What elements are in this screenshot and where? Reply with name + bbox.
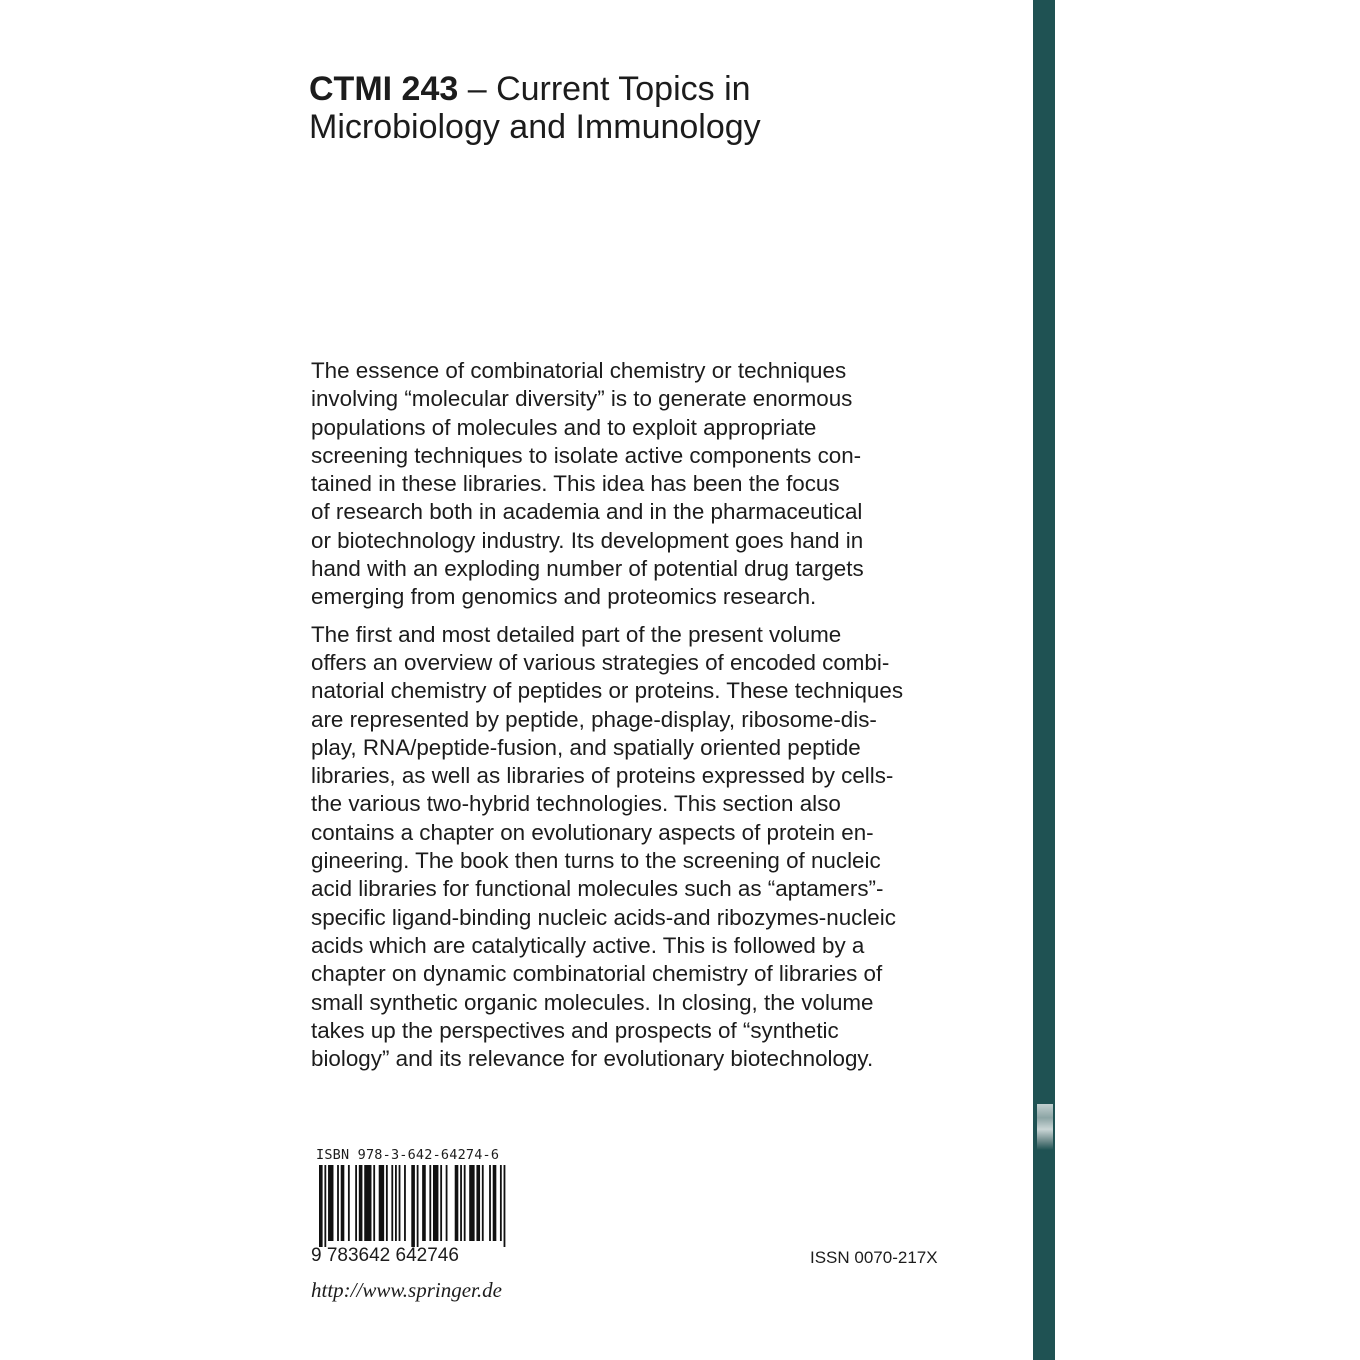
barcode-bar	[348, 1165, 350, 1241]
barcode-bar	[469, 1165, 474, 1241]
text-line: of research both in academia and in the pharmaceutical	[311, 499, 863, 525]
barcode-bar	[355, 1165, 357, 1241]
series-title-line2: Microbiology and Immunology	[309, 108, 761, 146]
text-line: the various two-hybrid technologies. This section also	[311, 791, 841, 817]
series-title-rest: – Current Topics in	[458, 70, 751, 108]
blurb-paragraph-2	[311, 621, 981, 1074]
barcode-bar	[337, 1165, 339, 1241]
text-line: The first and most detailed part of the present volume	[311, 621, 842, 647]
text-line: offers an overview of various strategies of encoded combi-	[311, 649, 890, 675]
barcode-bar	[500, 1165, 502, 1241]
text-line: contains a chapter on evolutionary aspects of protein en-	[311, 819, 874, 845]
text-line: biology” and its relevance for evolutionary biotechnology.	[311, 1046, 874, 1072]
barcode-bar	[476, 1165, 480, 1241]
barcode-bar	[364, 1165, 371, 1241]
series-number: CTMI 243	[309, 70, 459, 108]
barcode-bar	[411, 1165, 415, 1247]
barcode-bar	[359, 1165, 363, 1241]
barcode-bar	[324, 1165, 326, 1247]
blurb-paragraph-1	[311, 357, 981, 612]
barcode-bar	[319, 1165, 323, 1247]
barcode-bar	[395, 1165, 397, 1241]
barcode-bar	[455, 1165, 459, 1241]
barcode-bar	[482, 1165, 484, 1241]
text-line: specific ligand-binding nucleic acids-and ribozymes-nucleic	[311, 904, 896, 930]
barcode-bar	[440, 1165, 442, 1241]
text-line: small synthetic organic molecules. In closing, the volume	[311, 989, 874, 1015]
barcode-bar	[399, 1165, 401, 1241]
text-line: play, RNA/peptide-fusion, and spatially oriented peptide	[311, 734, 861, 760]
text-line: takes up the perspectives and prospects of “synthetic	[311, 1017, 839, 1043]
barcode-bar	[464, 1165, 466, 1241]
barcode-bar	[417, 1165, 419, 1247]
text-line: are represented by peptide, phage-display, ribosome-dis-	[311, 706, 877, 732]
barcode-bar	[373, 1165, 375, 1241]
text-line: populations of molecules and to exploit appropriate	[311, 414, 817, 440]
barcode-bar	[341, 1165, 345, 1241]
text-line: chapter on dynamic combinatorial chemistry of libraries of	[311, 961, 883, 987]
text-line: The essence of combinatorial chemistry or techniques	[311, 358, 847, 383]
barcode-bar	[493, 1165, 497, 1241]
barcode-bar	[422, 1165, 426, 1241]
text-line: tained in these libraries. This idea has been the focus	[311, 471, 840, 497]
series-title	[309, 70, 1009, 146]
barcode-bar	[328, 1165, 333, 1241]
barcode-bar	[429, 1165, 431, 1241]
text-line: natorial chemistry of peptides or proteins. These techniques	[311, 678, 904, 704]
blurb	[311, 357, 981, 1082]
barcode-bar	[489, 1165, 491, 1241]
publisher-url: http://www.springer.de	[311, 1278, 502, 1302]
barcode-bar	[391, 1165, 393, 1241]
text-line: involving “molecular diversity” is to generate enormous	[311, 386, 853, 412]
barcode-image	[319, 1165, 509, 1247]
barcode-bar	[404, 1165, 406, 1241]
text-line: screening techniques to isolate active components con-	[311, 442, 862, 468]
barcode-bar	[504, 1165, 506, 1247]
barcode-bar	[386, 1165, 388, 1241]
spine-wear-mark	[1037, 1104, 1053, 1150]
barcode-bar	[460, 1165, 462, 1241]
text-line: acid libraries for functional molecules such as “aptamers”-	[311, 876, 884, 902]
text-line: gineering. The book then turns to the screening of nucleic	[311, 848, 881, 874]
issn-label: ISSN 0070-217X	[810, 1248, 938, 1267]
barcode-bar	[379, 1165, 384, 1241]
barcode-digits: 9 783642 642746	[311, 1245, 459, 1266]
barcode-bar	[446, 1165, 448, 1241]
spine-stripe	[1033, 0, 1055, 1360]
text-line: libraries, as well as libraries of proteins expressed by cells-	[311, 763, 894, 789]
isbn-label: ISBN 978-3-642-64274-6	[316, 1147, 500, 1163]
text-line: acids which are catalytically active. This is followed by a	[311, 932, 865, 958]
text-line: or biotechnology industry. Its development goes hand in	[311, 527, 864, 553]
text-line: emerging from genomics and proteomics research.	[311, 584, 817, 610]
text-line: hand with an exploding number of potential drug targets	[311, 556, 864, 582]
barcode-bar	[433, 1165, 438, 1241]
